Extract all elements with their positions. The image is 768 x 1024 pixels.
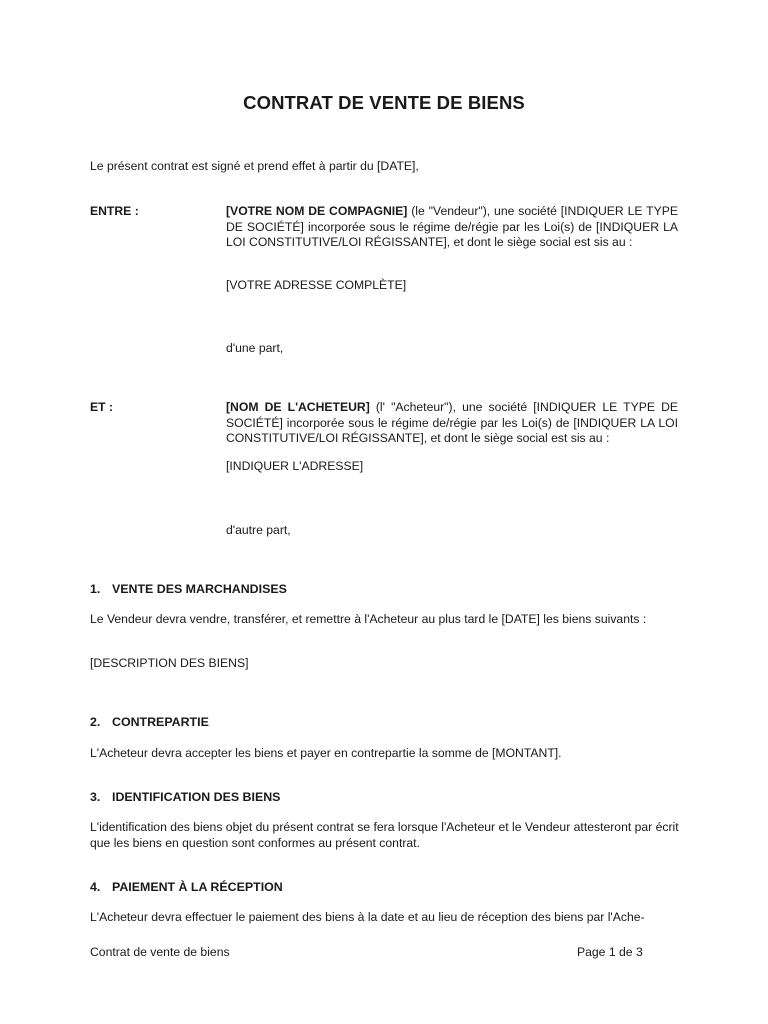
section-title: CONTREPARTIE bbox=[112, 715, 209, 729]
buyer-name: [NOM DE L'ACHETEUR] bbox=[226, 400, 370, 414]
seller-description: (le "Vendeur"), une société [INDIQUER LE TYPE DE SOCIÉTÉ] incorporée sous le régime de/régie par les Loi(s) de [INDIQUER LA LOI CONSTITUTIVE/LOI RÉGISSANTE], et dont le siège social est sis au : bbox=[226, 204, 678, 249]
buyer-address: [INDIQUER L'ADRESSE] bbox=[226, 459, 364, 473]
section-heading bbox=[90, 582, 287, 596]
section-paragraph: L'identification des biens objet du présent contrat se fera lorsque l'Acheteur et le Vendeur attesteront par écrit que les biens en question sont conformes au présent contrat. bbox=[90, 820, 679, 850]
section-title: VENTE DES MARCHANDISES bbox=[112, 582, 287, 596]
document-title: CONTRAT DE VENTE DE BIENS bbox=[243, 92, 525, 113]
seller-name: [VOTRE NOM DE COMPAGNIE] bbox=[226, 204, 408, 218]
intro-paragraph: Le présent contrat est signé et prend effet à partir du [DATE], bbox=[90, 159, 419, 173]
footer-document-name: Contrat de vente de biens bbox=[90, 945, 230, 959]
section-heading bbox=[90, 715, 209, 729]
section-title: PAIEMENT À LA RÉCEPTION bbox=[112, 880, 283, 894]
party-label-seller: ENTRE : bbox=[90, 204, 139, 218]
section-heading bbox=[90, 790, 280, 804]
buyer-closing: d'autre part, bbox=[226, 523, 291, 537]
section-paragraph: L'Acheteur devra accepter les biens et payer en contrepartie la somme de [MONTANT]. bbox=[90, 746, 562, 760]
section-paragraph: Le Vendeur devra vendre, transférer, et remettre à l'Acheteur au plus tard le [DATE] les biens suivants : bbox=[90, 612, 647, 626]
section-number: 1. bbox=[90, 582, 101, 596]
section-number: 3. bbox=[90, 790, 101, 804]
section-paragraph: [DESCRIPTION DES BIENS] bbox=[90, 656, 249, 670]
party-description-seller bbox=[226, 204, 678, 251]
buyer-description: (l' "Acheteur"), une société [INDIQUER LE TYPE DE SOCIÉTÉ] incorporée sous le régime de/régie par les Loi(s) de [INDIQUER LA LOI CONSTITUTIVE/LOI RÉGISSANTE], et dont le siège social est sis au : bbox=[226, 400, 678, 445]
section-number: 2. bbox=[90, 715, 101, 729]
section-heading bbox=[90, 880, 283, 894]
seller-address: [VOTRE ADRESSE COMPLÈTE] bbox=[226, 278, 407, 292]
footer-page-number: Page 1 de 3 bbox=[577, 945, 643, 959]
party-label-buyer: ET : bbox=[90, 400, 114, 414]
section-number: 4. bbox=[90, 880, 101, 894]
section-paragraph: L'Acheteur devra effectuer le paiement des biens à la date et au lieu de réception des biens par l'Ache- bbox=[90, 910, 645, 924]
seller-closing: d'une part, bbox=[226, 341, 284, 355]
section-title: IDENTIFICATION DES BIENS bbox=[112, 790, 281, 804]
party-description-buyer bbox=[226, 400, 678, 447]
